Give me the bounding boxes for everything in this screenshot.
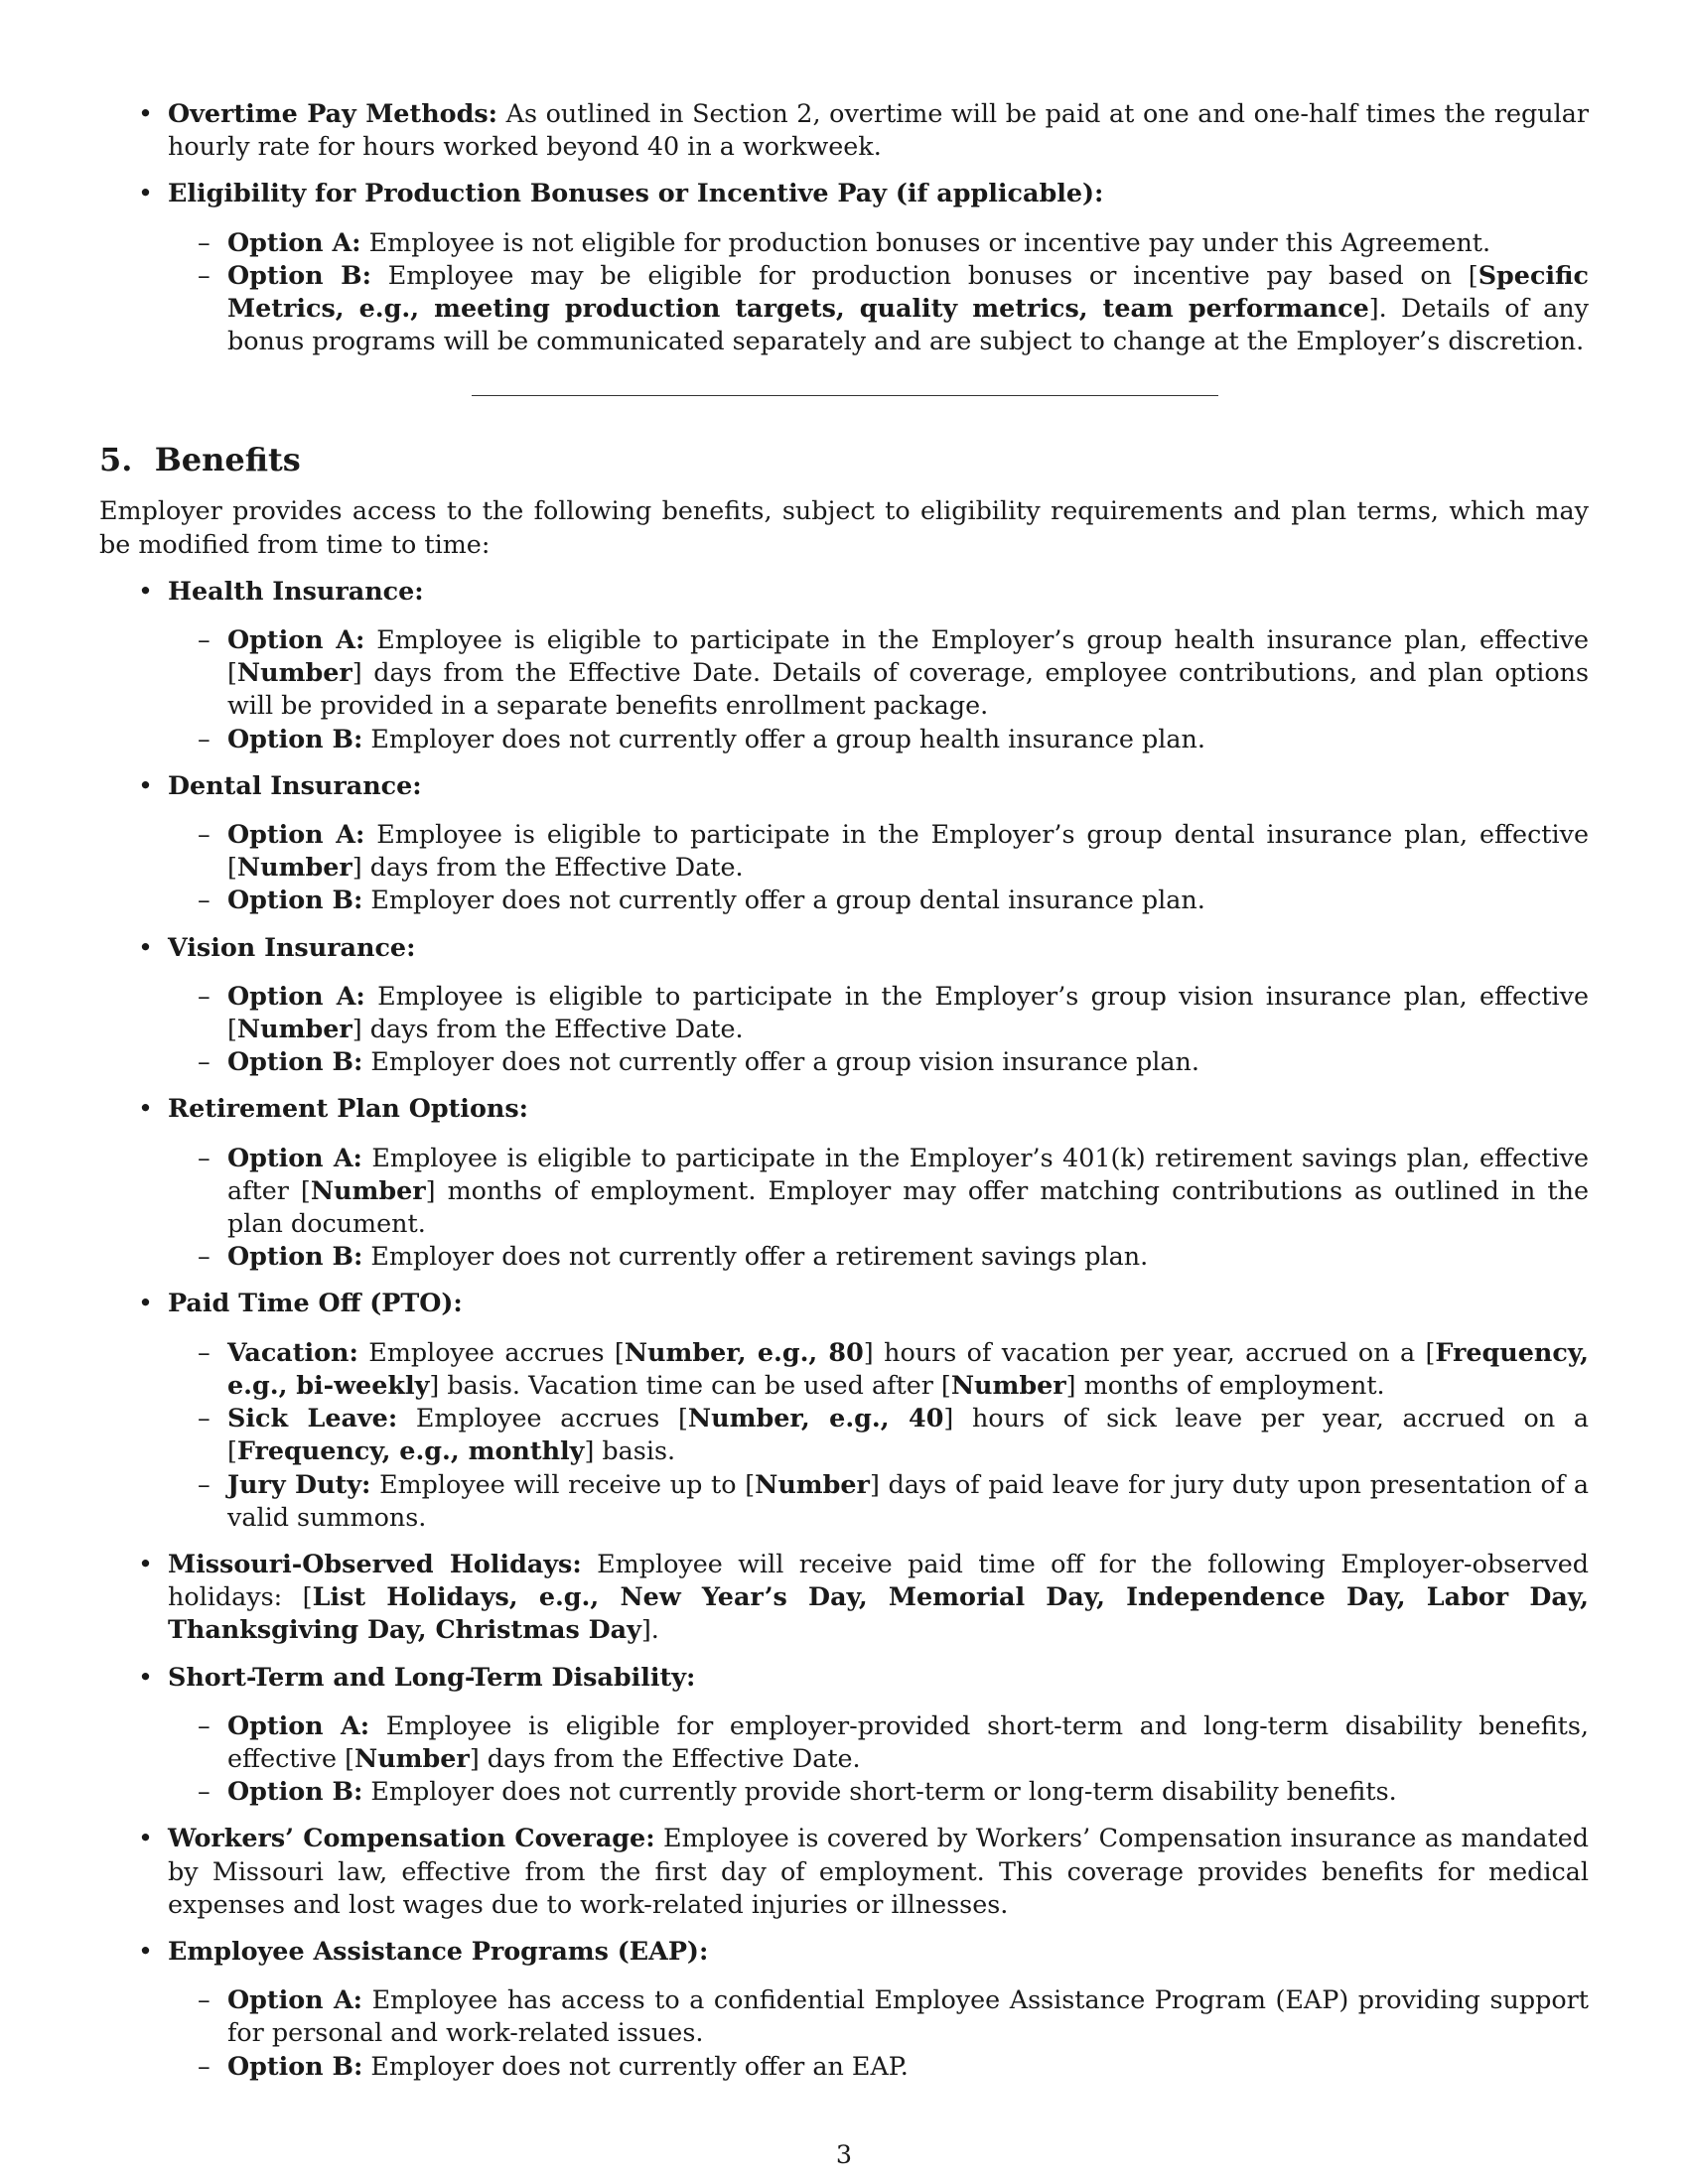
pto-vacation: [168, 1336, 1589, 1402]
option-text: Employee is not eligible for production bonuses or incentive pay under this Agreement.: [360, 226, 1491, 257]
section4-tail-list: [99, 97, 1589, 357]
option-text: ] months of employment.: [1065, 1369, 1385, 1400]
option-text: ] hours of sick leave per year, accrued on a [: [227, 1403, 1589, 1466]
retirement-options: [168, 1142, 1589, 1274]
health-option-b: [168, 723, 1589, 755]
placeholder-field: Number: [353, 1742, 470, 1773]
option-label: Vacation:: [227, 1336, 358, 1367]
disability-option-b: [168, 1775, 1589, 1808]
option-label: Option A:: [227, 980, 365, 1011]
pto-jury-duty: [168, 1468, 1589, 1534]
holidays-text: ].: [640, 1614, 659, 1645]
health-options: [168, 623, 1589, 755]
placeholder-field: Number: [236, 657, 352, 688]
holidays-text: Employee will receive paid time off for the following Employer-observed holidays: [: [168, 1548, 1589, 1612]
option-text: Employee will receive up to [: [370, 1468, 756, 1499]
option-text: ] hours of vacation per year, accrued on a [: [863, 1336, 1436, 1367]
option-text: ] basis.: [584, 1435, 676, 1466]
option-text: Employee has access to a confidential Employee Assistance Program (EAP) providing support for personal and work-related issues.: [227, 1984, 1590, 2048]
option-text: ] days from the Effective Date.: [352, 852, 744, 883]
option-text: ] basis. Vacation time can be used after [: [429, 1369, 951, 1400]
option-text: Employee is eligible to participate in the Employer’s 401(k) retirement savings plan, effective after [: [227, 1142, 1589, 1205]
list-item-pto: [99, 1287, 1589, 1533]
pto-sick-leave: [168, 1402, 1589, 1467]
option-text: Employer does not currently offer a group vision insurance plan.: [362, 1046, 1199, 1077]
disability-option-a: [168, 1709, 1589, 1775]
option-label: Option B:: [227, 885, 363, 915]
eap-option-a: [168, 1983, 1589, 2049]
bonus-option-a: [168, 226, 1589, 259]
option-label: Option B:: [227, 1241, 363, 1272]
section-heading: [99, 440, 1589, 479]
option-label: Sick Leave:: [227, 1403, 398, 1433]
list-item-health: [99, 575, 1589, 755]
eap-label: Employee Assistance Programs (EAP):: [168, 1935, 709, 1966]
option-label: Option A:: [227, 1709, 370, 1740]
section-title: Benefits: [154, 441, 301, 479]
option-label: Option A:: [227, 819, 365, 850]
placeholder-field: Number: [236, 1014, 352, 1044]
health-option-a: [168, 623, 1589, 723]
option-text: Employer does not currently offer a group dental insurance plan.: [362, 885, 1205, 915]
option-text: ] days from the Effective Date.: [469, 1742, 861, 1773]
placeholder-field: Number, e.g., 40: [687, 1403, 944, 1433]
list-item-vision: [99, 931, 1589, 1079]
option-label: Option A:: [227, 624, 365, 655]
option-label: Option B:: [227, 2050, 363, 2081]
placeholder-field: Frequency, e.g., bi-weekly: [227, 1336, 1589, 1400]
page-number: 3: [835, 2139, 853, 2169]
overtime-text: As outlined in Section 2, overtime will be paid at one and one-half times the regular hourly rate for hours worked beyond 40 in a workweek.: [168, 98, 1589, 162]
disability-options: [168, 1709, 1589, 1809]
option-text: Employee is eligible to participate in the Employer’s group health insurance plan, effective [: [227, 624, 1589, 688]
section-number: 5.: [99, 441, 133, 479]
option-text: Employer does not currently provide short-term or long-term disability benefits.: [362, 1776, 1397, 1807]
list-item-eap: [99, 1935, 1589, 2083]
vision-option-a: [168, 980, 1589, 1045]
retirement-option-a: [168, 1142, 1589, 1241]
list-item-dental: [99, 769, 1589, 917]
option-text: Employee is eligible to participate in the Employer’s group dental insurance plan, effective [: [227, 819, 1589, 883]
vision-options: [168, 980, 1589, 1079]
list-item-overtime: [99, 97, 1589, 163]
option-text: ] days from the Effective Date.: [352, 1014, 744, 1044]
list-item-holidays: [99, 1548, 1589, 1647]
placeholder-field: Frequency, e.g., monthly: [236, 1435, 585, 1466]
option-text: Employee may be eligible for production bonuses or incentive pay based on [: [370, 259, 1478, 290]
health-label: Health Insurance:: [168, 575, 424, 606]
section-intro: Employer provides access to the following benefits, subject to eligibility requirements and plan terms, which may be modified from time to time:: [99, 495, 1589, 559]
workers-comp-label: Workers’ Compensation Coverage:: [168, 1823, 655, 1853]
dental-label: Dental Insurance:: [168, 769, 422, 800]
list-item-retirement: [99, 1092, 1589, 1273]
option-text: ] days of paid leave for jury duty upon presentation of a valid summons.: [227, 1468, 1590, 1532]
overtime-label: Overtime Pay Methods:: [168, 98, 498, 128]
list-item-disability: [99, 1661, 1589, 1809]
option-label: Option B:: [227, 1776, 363, 1807]
workers-comp-text: Employee is covered by Workers’ Compensation insurance as mandated by Missouri law, effective from the first day of employment. This coverage provides benefits for medical expenses and lost wages due to work-related injuries or illnesses.: [168, 1823, 1589, 1919]
dental-option-b: [168, 884, 1589, 916]
benefits-list: [99, 575, 1589, 2083]
bonus-options: [168, 226, 1589, 358]
option-text: Employer does not currently offer a retirement savings plan.: [362, 1241, 1149, 1272]
option-label: Jury Duty:: [227, 1468, 371, 1499]
option-label: Option A:: [227, 1984, 363, 2015]
list-item-bonus: [99, 177, 1589, 357]
placeholder-field: Number: [950, 1369, 1066, 1400]
pto-label: Paid Time Off (PTO):: [168, 1288, 463, 1318]
disability-label: Short-Term and Long-Term Disability:: [168, 1661, 696, 1692]
option-text: Employee is eligible to participate in the Employer’s group vision insurance plan, effective [: [227, 980, 1590, 1044]
option-text: ] months of employment. Employer may offer matching contributions as outlined in the plan document.: [227, 1174, 1589, 1239]
placeholder-field: List Holidays, e.g., New Year’s Day, Memorial Day, Independence Day, Labor Day, Thanksgiving Day, Christmas Day: [168, 1581, 1590, 1645]
dental-options: [168, 818, 1589, 917]
option-text: Employer does not currently offer an EAP.: [362, 2050, 909, 2081]
vision-option-b: [168, 1045, 1589, 1078]
retirement-option-b: [168, 1240, 1589, 1273]
dental-option-a: [168, 818, 1589, 884]
option-text: Employee accrues [: [357, 1336, 625, 1367]
placeholder-field: Number, e.g., 80: [624, 1336, 864, 1367]
option-text: Employee is eligible for employer-provided short-term and long-term disability benefits, effective [: [227, 1709, 1589, 1773]
bonus-label: Eligibility for Production Bonuses or Incentive Pay (if applicable):: [168, 178, 1104, 208]
vision-label: Vision Insurance:: [168, 931, 416, 962]
option-text: Employer does not currently offer a group health insurance plan.: [362, 723, 1205, 753]
document-page: [99, 97, 1589, 2097]
holidays-label: Missouri-Observed Holidays:: [168, 1548, 582, 1578]
option-text: Employee accrues [: [397, 1403, 688, 1433]
section-divider: [472, 395, 1218, 396]
placeholder-field: Number: [236, 852, 352, 883]
placeholder-field: Number: [755, 1468, 870, 1499]
bonus-option-b: [168, 259, 1589, 358]
option-label: Option A:: [227, 226, 361, 257]
option-label: Option B:: [227, 259, 371, 290]
option-label: Option B:: [227, 723, 363, 753]
placeholder-field: Specific Metrics, e.g., meeting production targets, quality metrics, team performance: [227, 259, 1589, 324]
eap-option-b: [168, 2050, 1589, 2083]
pto-items: [168, 1336, 1589, 1534]
list-item-workers-comp: [99, 1822, 1589, 1921]
placeholder-field: Number: [310, 1174, 426, 1205]
option-text: ]. Details of any bonus programs will be communicated separately and are subject to change at the Employer’s discretion.: [227, 293, 1589, 356]
eap-options: [168, 1983, 1589, 2083]
option-text: ] days from the Effective Date. Details of coverage, employee contributions, and plan options will be provided in a separate benefits enrollment package.: [227, 657, 1589, 721]
option-label: Option A:: [227, 1142, 362, 1172]
retirement-label: Retirement Plan Options:: [168, 1093, 529, 1124]
option-label: Option B:: [227, 1046, 363, 1077]
